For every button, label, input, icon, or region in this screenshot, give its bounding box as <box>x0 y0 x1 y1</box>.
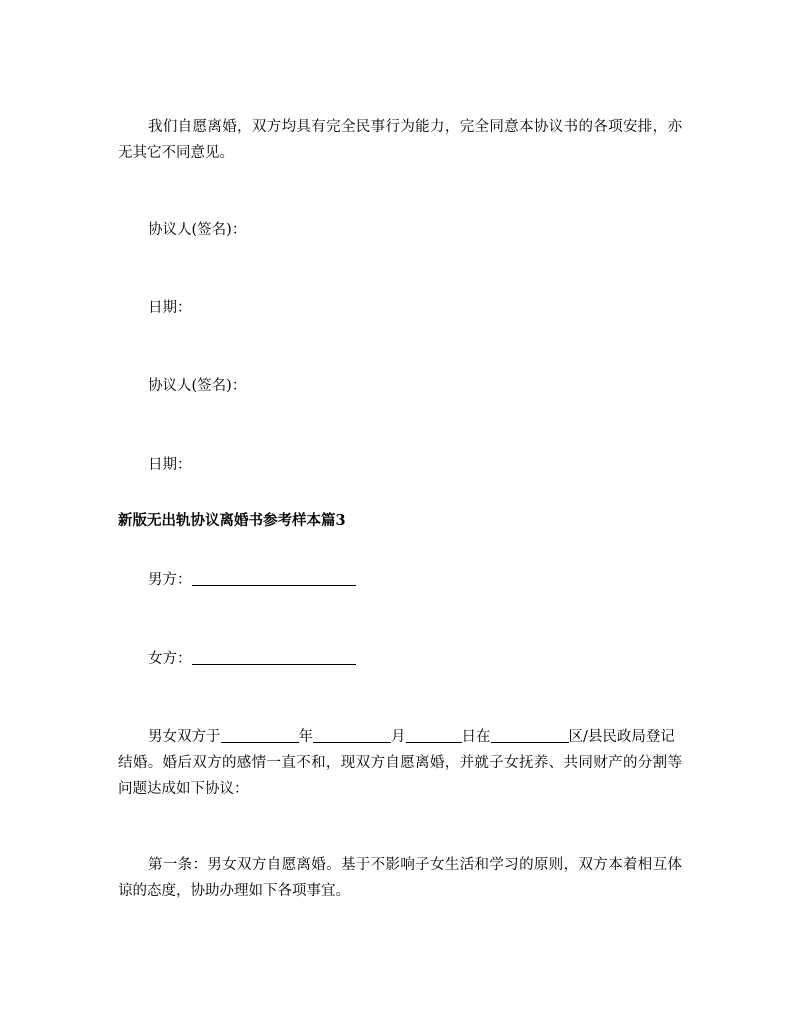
marriage-rest: 结婚。婚后双方的感情一直不和，现双方自愿离婚，并就子女抚养、共同财产的分割等问题达成如下协议： <box>118 755 682 797</box>
month-label: 月 <box>391 729 406 745</box>
signer-2-label: 协议人(签名)： <box>148 378 247 394</box>
female-party-line <box>148 646 356 672</box>
marriage-intro: 男女双方于 <box>148 729 221 745</box>
year-label: 年 <box>298 729 313 745</box>
signer-1-label: 协议人(签名)： <box>148 222 247 238</box>
female-label: 女方： <box>148 651 192 667</box>
date-1-label: 日期： <box>148 300 192 316</box>
district-label: 区/县民政局登记 <box>568 729 675 745</box>
male-party-line <box>148 567 356 593</box>
article-1-paragraph: 第一条：男女双方自愿离婚。基于不影响子女生活和学习的原则，双方本着相互体谅的态度，协助办理如下各项事宜。 <box>118 857 682 899</box>
day-label: 日在 <box>461 729 491 745</box>
male-name-blank <box>192 569 356 586</box>
day-blank <box>406 726 462 743</box>
section-heading: 新版无出轨协议离婚书参考样本篇3 <box>118 512 346 529</box>
month-blank <box>313 726 391 743</box>
date-2-label: 日期： <box>148 457 192 473</box>
male-label: 男方： <box>148 572 192 588</box>
female-name-blank <box>192 648 356 665</box>
district-blank <box>491 726 569 743</box>
marriage-first-line <box>118 724 682 750</box>
marriage-paragraph <box>118 724 682 802</box>
year-blank <box>221 726 299 743</box>
consent-paragraph: 我们自愿离婚，双方均具有完全民事行为能力，完全同意本协议书的各项安排，亦无其它不同意见。 <box>118 119 682 161</box>
